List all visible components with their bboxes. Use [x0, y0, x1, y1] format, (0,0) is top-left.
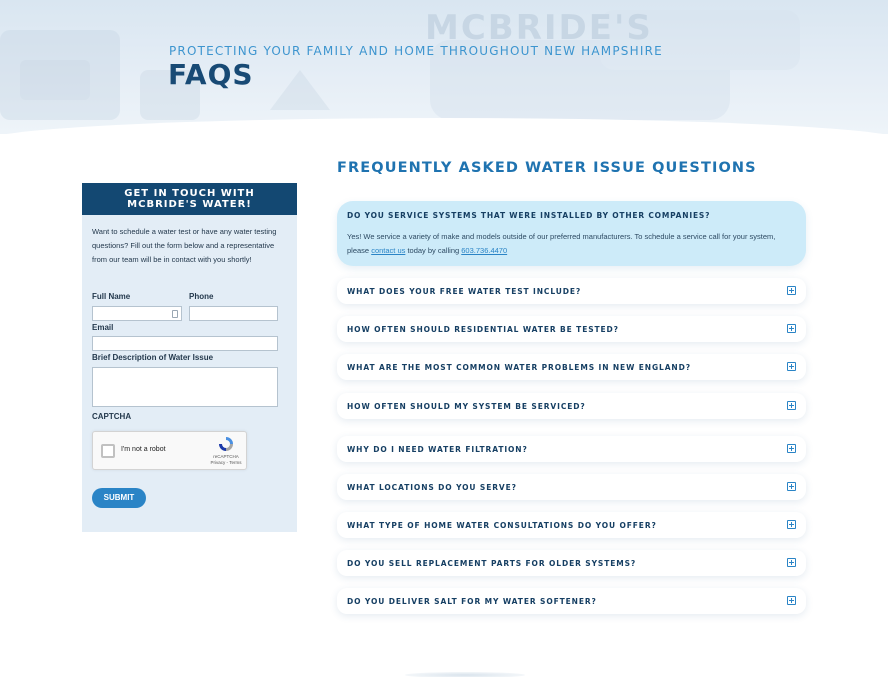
expand-plus-icon[interactable] [787, 324, 796, 333]
expand-plus-icon[interactable] [787, 444, 796, 453]
hero-tagline: PROTECTING YOUR FAMILY AND HOME THROUGHOUT NEW HAMPSHIRE [169, 44, 663, 58]
faq-item[interactable] [337, 354, 806, 380]
expand-plus-icon[interactable] [787, 596, 796, 605]
faq-question[interactable]: WHAT TYPE OF HOME WATER CONSULTATIONS DO YOU OFFER? [347, 521, 657, 530]
recaptcha-label: I'm not a robot [121, 446, 166, 453]
page-title: FAQS [168, 58, 254, 91]
phone-label: Phone [189, 292, 214, 301]
hero-watermark: MCBRIDE'S [425, 8, 653, 48]
faq-item[interactable] [337, 588, 806, 614]
faq-item[interactable] [337, 278, 806, 304]
recaptcha-brand-name: reCAPTCHA [213, 454, 239, 459]
faq-question[interactable]: WHAT LOCATIONS DO YOU SERVE? [347, 483, 517, 492]
email-input[interactable] [92, 336, 278, 351]
recaptcha-logo-icon [218, 436, 234, 452]
recaptcha-checkbox[interactable] [101, 444, 115, 458]
faq-answer-text-2: today by calling [405, 246, 462, 255]
faq-item[interactable] [337, 436, 806, 462]
faq-item[interactable] [337, 550, 806, 576]
expand-plus-icon[interactable] [787, 362, 796, 371]
faq-question[interactable]: WHAT DOES YOUR FREE WATER TEST INCLUDE? [347, 287, 582, 296]
faq-item[interactable] [337, 393, 806, 419]
full-name-input[interactable] [92, 306, 182, 321]
expand-plus-icon[interactable] [787, 558, 796, 567]
recaptcha-links[interactable]: Privacy - Terms [210, 460, 242, 465]
phone-input[interactable] [189, 306, 278, 321]
description-label: Brief Description of Water Issue [92, 353, 214, 362]
faq-question[interactable]: DO YOU SERVICE SYSTEMS THAT WERE INSTALLED BY OTHER COMPANIES? [347, 211, 711, 220]
faq-section-title: FREQUENTLY ASKED WATER ISSUE QUESTIONS [337, 160, 757, 176]
contact-intro-text: Want to schedule a water test or have any water testing questions? Fill out the form below and a representative from our team will be in contact with you shortly! [92, 227, 277, 264]
captcha-label: CAPTCHA [92, 412, 132, 421]
phone-link[interactable]: 603.736.4470 [461, 246, 508, 255]
submit-button[interactable]: SUBMIT [92, 488, 146, 508]
expand-plus-icon[interactable] [787, 286, 796, 295]
recaptcha-brand [206, 454, 246, 466]
recaptcha-widget [92, 431, 247, 470]
faq-question[interactable]: WHY DO I NEED WATER FILTRATION? [347, 445, 528, 454]
expand-plus-icon[interactable] [787, 520, 796, 529]
contact-header-line2: MCBRIDE'S WATER! [127, 199, 252, 210]
expand-plus-icon[interactable] [787, 401, 796, 410]
autofill-key-icon[interactable] [172, 310, 178, 318]
contact-form-card [82, 183, 297, 532]
full-name-label: Full Name [92, 292, 131, 301]
faq-item[interactable] [337, 474, 806, 500]
faq-question[interactable]: DO YOU DELIVER SALT FOR MY WATER SOFTENER? [347, 597, 597, 606]
faq-item-open[interactable] [337, 201, 806, 266]
faq-question[interactable]: WHAT ARE THE MOST COMMON WATER PROBLEMS IN NEW ENGLAND? [347, 363, 691, 372]
faq-item[interactable] [337, 316, 806, 342]
contact-header-line1: GET IN TOUCH WITH [124, 188, 255, 199]
hero-banner [0, 0, 888, 134]
faq-question[interactable]: DO YOU SELL REPLACEMENT PARTS FOR OLDER SYSTEMS? [347, 559, 637, 568]
description-textarea[interactable] [92, 367, 278, 407]
faq-answer-text-1: Yes! We service a variety of make and models outside of our preferred manufacturers. To schedule a service call for your system, please [347, 232, 776, 255]
email-label: Email [92, 323, 114, 332]
faq-answer [347, 230, 797, 258]
contact-card-header [82, 183, 297, 215]
contact-us-link[interactable]: contact us [371, 246, 406, 255]
faq-question[interactable]: HOW OFTEN SHOULD RESIDENTIAL WATER BE TESTED? [347, 325, 619, 334]
faq-item[interactable] [337, 512, 806, 538]
expand-plus-icon[interactable] [787, 482, 796, 491]
faq-question[interactable]: HOW OFTEN SHOULD MY SYSTEM BE SERVICED? [347, 402, 586, 411]
footer-shadow [405, 672, 525, 677]
